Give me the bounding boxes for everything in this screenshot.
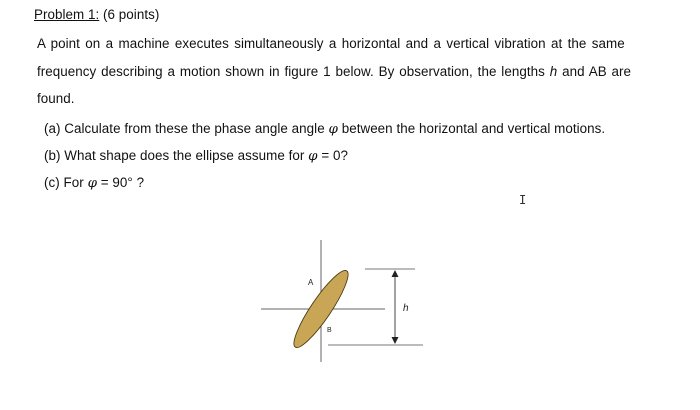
question-a-text: (a) Calculate from these the phase angle angle — [44, 121, 325, 136]
question-a-phi: φ — [328, 122, 338, 137]
question-c-phi: φ — [87, 176, 97, 191]
statement-line-2 — [37, 64, 631, 79]
statement-line-3: found. — [37, 91, 75, 106]
arrow-down-icon — [392, 337, 399, 344]
label-a: A — [308, 278, 314, 287]
question-c-text: (c) For — [44, 175, 84, 190]
statement-line-2b: and AB are — [562, 64, 632, 79]
question-a — [44, 121, 605, 137]
text-cursor-icon: I — [519, 193, 527, 207]
question-a-tail: between the horizontal and vertical motions. — [341, 121, 606, 136]
statement-line-2a: frequency describing a motion shown in figure 1 below. By observation, the lengths — [37, 64, 545, 79]
label-h: h — [403, 303, 409, 314]
statement-h-symbol: h — [549, 64, 558, 79]
problem-points: (6 points) — [103, 7, 160, 22]
question-b-phi: φ — [308, 149, 318, 164]
label-b: B — [327, 327, 332, 334]
question-b-tail: = 0? — [321, 148, 349, 163]
question-c-tail: = 90° ? — [100, 175, 145, 190]
arrow-up-icon — [392, 270, 399, 277]
problem-title — [34, 7, 159, 22]
figure-1-lissajous — [255, 238, 430, 368]
question-b — [44, 148, 348, 164]
statement-line-1: A point on a machine executes simultaneously a horizontal and a vertical vibration at the same — [37, 36, 625, 51]
problem-label: Problem 1: — [34, 7, 100, 22]
question-c — [44, 175, 144, 191]
question-b-text: (b) What shape does the ellipse assume for — [44, 148, 305, 163]
